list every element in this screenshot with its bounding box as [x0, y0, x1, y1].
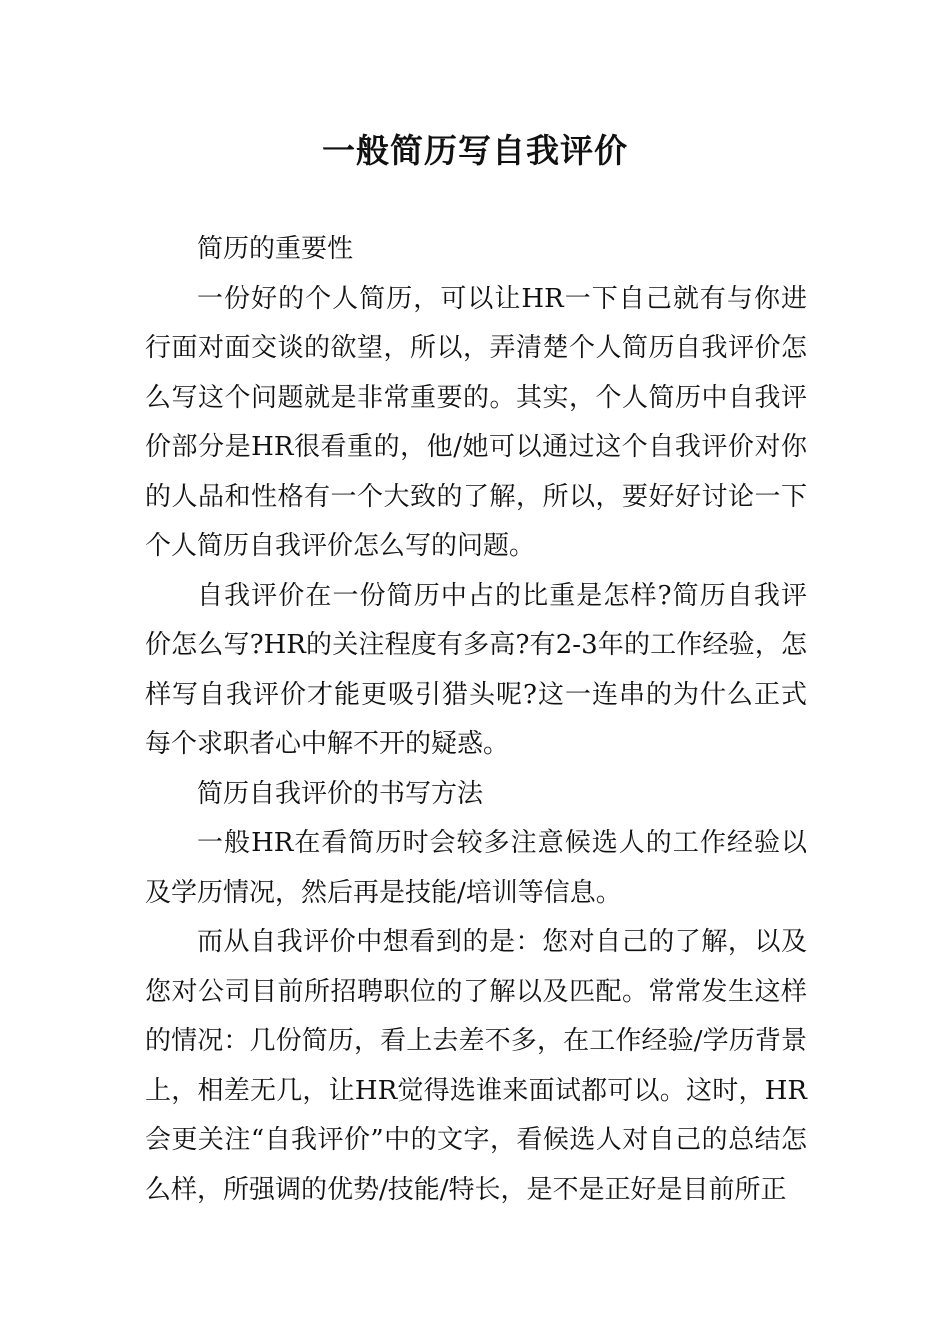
section-heading-writing-method: 简历自我评价的书写方法	[197, 778, 484, 809]
paragraph: 一份好的个人简历，可以让HR一下自己就有与你进行面对面交谈的欲望，所以，弄清楚个人简历自我评价怎么写这个问题就是非常重要的。其实，个人简历中自我评价部分是HR很看重的，他/她可以通过这个自我评价对你的人品和性格有一个大致的了解，所以，要好好讨论一下个人简历自我评价怎么写的问题。	[145, 283, 807, 561]
paragraph: 自我评价在一份简历中占的比重是怎样?简历自我评价怎么写?HR的关注程度有多高?有2-3年的工作经验，怎样写自我评价才能更吸引猎头呢?这一连串的为什么正式每个求职者心中解不开的疑惑。	[145, 580, 807, 759]
section-heading-importance: 简历的重要性	[197, 234, 354, 264]
document-title: 一般简历写自我评价	[322, 131, 628, 170]
document-body	[145, 225, 807, 1215]
paragraph: 而从自我评价中想看到的是：您对自己的了解，以及您对公司目前所招聘职位的了解以及匹配。常常发生这样的情况：几份简历，看上去差不多，在工作经验/学历背景上，相差无几，让HR觉得选谁来面试都可以。这时，HR会更关注“自我评价”中的文字，看候选人对自己的总结怎么样，所强调的优势/技能/特长，是不是正好是目前所正	[145, 927, 807, 1205]
paragraph: 一般HR在看简历时会较多注意候选人的工作经验以及学历情况，然后再是技能/培训等信息。	[145, 828, 807, 908]
